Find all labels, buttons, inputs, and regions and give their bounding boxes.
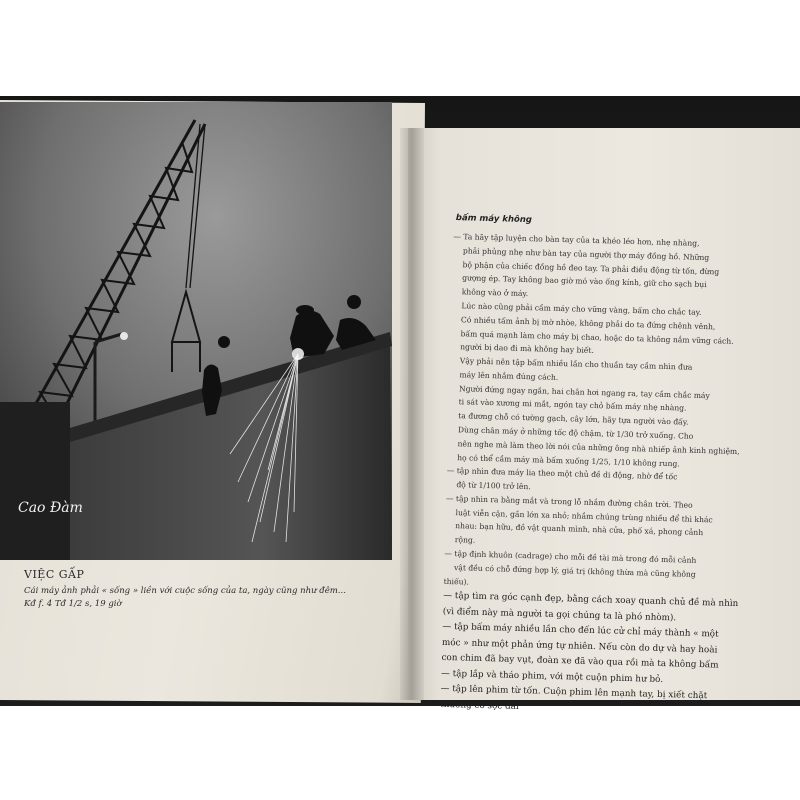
text-line: — tập nhìn đưa máy lia theo một chủ đề di động, nhờ để tốc xyxy=(446,466,678,482)
section-heading: bấm máy không xyxy=(455,213,533,226)
caption-text: Cái máy ảnh phải « sống » liền với cuộc sống của ta, ngày cũng như đêm... xyxy=(24,586,346,596)
text-line: — tập lắp và tháo phim, với một cuộn phim hư bỏ. xyxy=(440,668,664,685)
text-line: họ có thể cầm máy mà bấm xuống 1/25, 1/10 không rung. xyxy=(457,452,680,468)
text-line: — tập định khuôn (cadrage) cho mỗi đề tài mà trong đó mỗi cảnh xyxy=(444,548,697,565)
text-line: thường có sọc dài xyxy=(440,699,519,712)
text-line: ta đương chỗ có tường gạch, cây lớn, hãy tựa người vào đấy. xyxy=(458,411,689,427)
crane-base xyxy=(0,402,70,560)
text-line: Lúc nào cũng phải cầm máy cho vững vàng, bấm cho chắc tay. xyxy=(461,301,702,317)
street-lamp xyxy=(120,332,128,340)
text-line: thiếu). xyxy=(443,576,470,587)
text-line: — tập bấm máy nhiều lần cho đến lúc cử chỉ máy thành « một xyxy=(442,622,719,640)
text-line: Vậy phải nên tập bấm nhiều lần cho thuần tay cầm nhìn đưa xyxy=(459,356,693,372)
caption-title: VIỆC GẤP xyxy=(24,568,85,581)
text-line: người bị dao đi mà không hay biết. xyxy=(460,342,595,356)
text-line: phải phủng nhẹ như bàn tay của người thợ máy đồng hồ. Những xyxy=(462,246,710,262)
text-line: — tập tìm ra góc cạnh đẹp, bằng cách xoay quanh chủ đề mà nhìn xyxy=(443,591,739,610)
photographer-signature: Cao Đàm xyxy=(18,500,83,516)
caption-meta: Kđ f. 4 Tđ 1/2 s, 19 giờ xyxy=(24,599,122,610)
text-line: gượng ép. Tay không bao giờ mó vào ống kính, giữ cho sạch bụi xyxy=(462,273,707,290)
text-line: con chim đã bay vụt, đoàn xe đã vào qua rồi mà ta không bấm xyxy=(441,653,719,671)
text-line: nên nghe mà làm theo lời nói của những ông nhà nhiếp ảnh kinh nghiệm, xyxy=(457,438,740,456)
text-line: độ từ 1/100 trở lên. xyxy=(456,480,531,492)
text-line: không vào ở máy. xyxy=(461,287,529,299)
text-line: máy lên nhắm đúng cách. xyxy=(459,370,559,382)
paragraph-list xyxy=(440,232,799,721)
text-line: vật đều có chỗ đứng hợp lý, giá trị (không thừa mà cũng không xyxy=(453,562,696,579)
text-line: luật viễn cận, gần lớn xa nhỏ; nhắm chúng trùng nhiều để thì khác xyxy=(455,507,713,525)
text-line: nhau: bạn hữu, đồ vật quanh mình, nhà cửa, phố xá, phong cảnh xyxy=(455,521,704,538)
text-line: (vì điểm này mà người ta gọi chúng ta là phó nhòm). xyxy=(442,606,677,624)
photo-caption xyxy=(24,568,404,609)
text-line: Dùng chân máy ở những tốc độ chậm, từ 1/30 trở xuống. Cho xyxy=(457,425,694,441)
text-line: — Ta hãy tập luyện cho bàn tay của ta khéo léo hơn, nhẹ nhàng, xyxy=(453,232,700,248)
welding-photo xyxy=(0,102,392,560)
text-line: bộ phận của chiếc đồng hồ đeo tay. Ta phải điều động từ tốn, đừng xyxy=(462,259,720,277)
right-page-text xyxy=(440,212,800,724)
text-line: — tập lên phim từ tốn. Cuộn phim lên mạnh tay, bị xiết chặt xyxy=(440,684,708,702)
text-line: Có nhiều tấm ảnh bị mờ nhòe, không phải do ta đứng chênh vênh, xyxy=(460,314,716,332)
text-line: — tập nhìn ra bằng mắt và trong lỗ nhắm đường chân trời. Theo xyxy=(445,493,693,510)
text-line: bấm quá mạnh làm cho máy bị chao, hoặc do ta không nắm vững cách. xyxy=(460,328,734,346)
text-line: rộng. xyxy=(454,535,476,545)
text-line: Người đứng ngay ngắn, hai chân hơi ngang ra, tay cầm chắc máy xyxy=(458,383,710,400)
book-gutter xyxy=(400,128,424,700)
text-line: ti sát vào xương mi mắt, ngón tay chỏ bấm máy nhẹ nhàng. xyxy=(458,397,687,414)
text-line: móc » như một phản ứng tự nhiên. Nếu còn do dự và hay hoài xyxy=(441,637,718,656)
